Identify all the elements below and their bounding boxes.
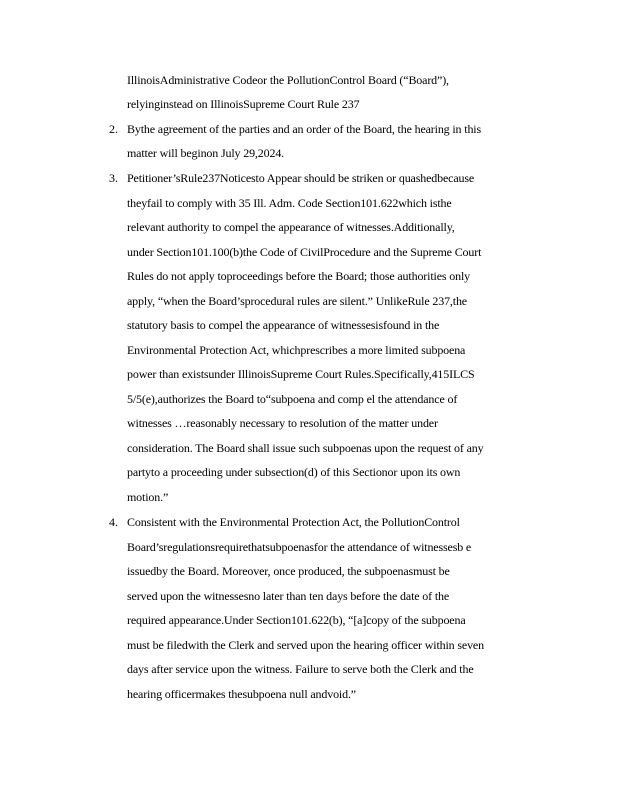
body-line: Board’sregulationsrequirethatsubpoenasfor the attendance of witnessesb e [127, 540, 472, 554]
body-line: statutory basis to compel the appearance of witnessesisfound in the [127, 318, 440, 332]
body-line: under Section101.100(b)the Code of CivilProcedure and the Supreme Court [127, 245, 482, 259]
body-line: Bythe agreement of the parties and an order of the Board, the hearing in this [127, 122, 481, 136]
body-line: required appearance.Under Section101.622(b), “[a]copy of the subpoena [127, 613, 466, 627]
body-line: Rules do not apply toproceedings before the Board; those authorities only [127, 269, 470, 283]
body-line: motion.” [127, 490, 169, 504]
list-number: 4. [109, 515, 118, 529]
body-line: issuedby the Board. Moreover, once produced, the subpoenasmust be [127, 564, 450, 578]
body-line: theyfail to comply with 35 Ill. Adm. Code Section101.622which isthe [127, 196, 452, 210]
body-line: relyinginstead on IllinoisSupreme Court Rule 237 [127, 97, 360, 111]
list-number: 2. [109, 122, 118, 136]
body-line: must be filedwith the Clerk and served upon the hearing officer within seven [127, 638, 484, 652]
body-line: consideration. The Board shall issue such subpoenas upon the request of any [127, 441, 484, 455]
body-line: served upon the witnessesno later than ten days before the date of the [127, 589, 450, 603]
body-line: Consistent with the Environmental Protection Act, the PollutionControl [127, 515, 460, 529]
body-line: partyto a proceeding under subsection(d) of this Sectionor upon its own [127, 465, 461, 479]
body-line: witnesses …reasonably necessary to resolution of the matter under [127, 416, 438, 430]
body-line: relevant authority to compel the appearance of witnesses.Additionally, [127, 220, 455, 234]
list-number: 3. [109, 171, 118, 185]
body-line: 5/5(e),authorizes the Board to“subpoena and comp el the attendance of [127, 392, 458, 406]
body-line: hearing officermakes thesubpoena null andvoid.” [127, 687, 356, 701]
body-line: days after service upon the witness. Failure to serve both the Clerk and the [127, 662, 474, 676]
body-line: apply, “when the Board’sprocedural rules are silent.” UnlikeRule 237,the [127, 294, 467, 308]
body-line: Environmental Protection Act, whichprescribes a more limited subpoena [127, 343, 466, 357]
body-line: Petitioner’sRule237Noticesto Appear should be striken or quashedbecause [127, 171, 475, 185]
body-line: matter will beginon July 29,2024. [127, 146, 285, 160]
body-line: power than existsunder IllinoisSupreme Court Rules.Specifically,415ILCS [127, 367, 475, 381]
body-line: IllinoisAdministrative Codeor the PollutionControl Board (“Board”), [127, 73, 449, 87]
